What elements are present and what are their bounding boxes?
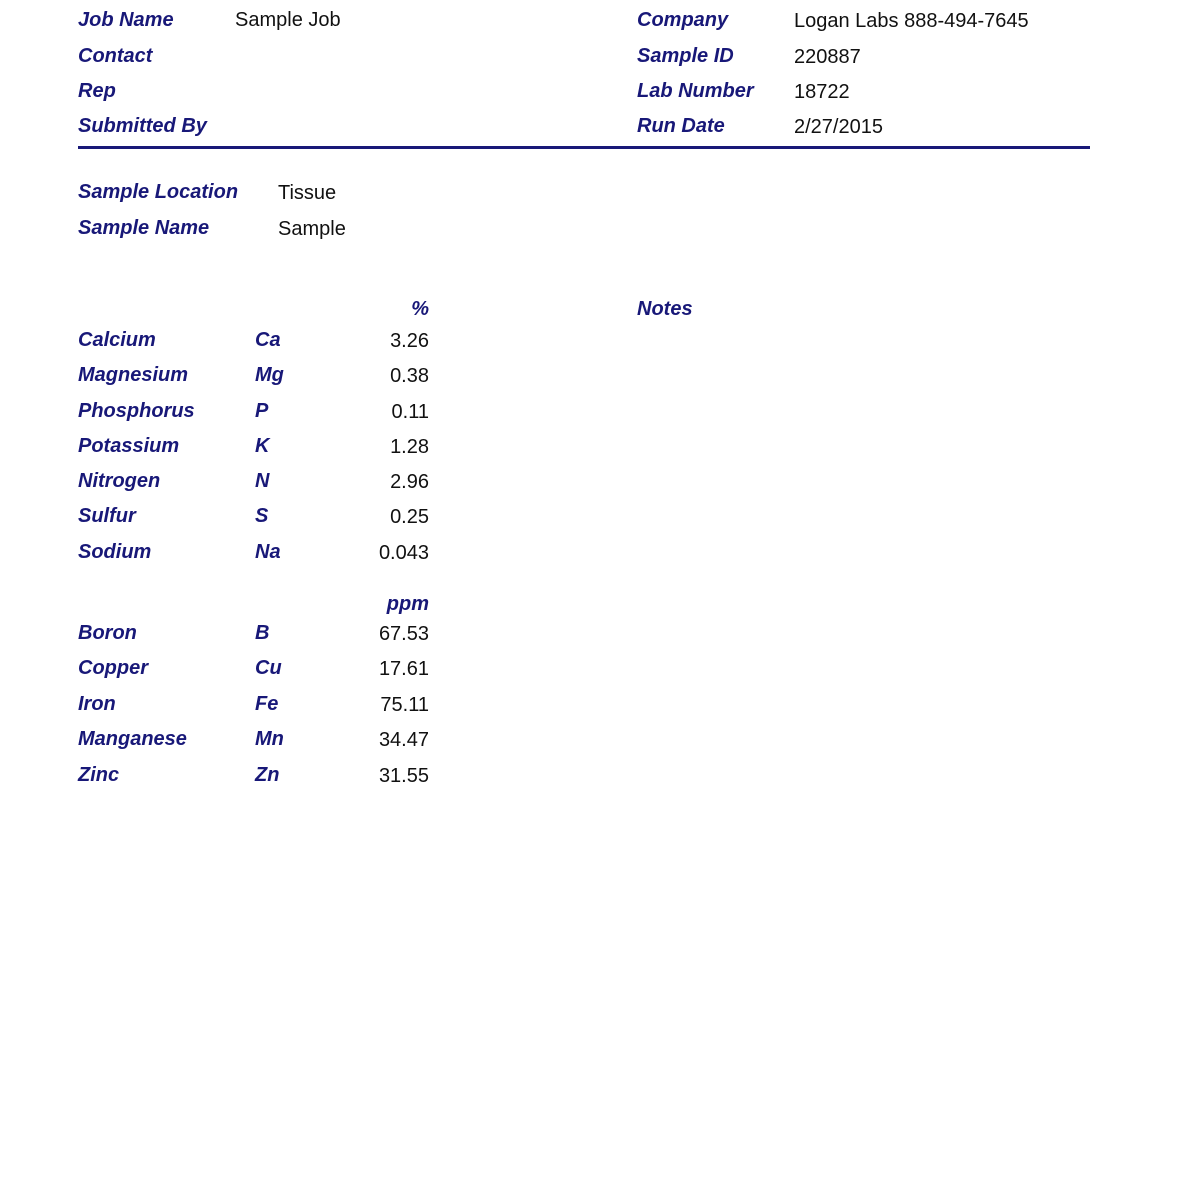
rep-label: Rep: [78, 80, 116, 102]
analyte-symbol: N: [255, 470, 270, 492]
header-divider: [78, 146, 1090, 149]
table-row: [0, 542, 470, 566]
analyte-name: Zinc: [78, 764, 120, 786]
analyte-value: 3.26: [390, 330, 429, 352]
analyte-value: 17.61: [378, 658, 429, 680]
analyte-value: 0.11: [391, 401, 429, 423]
sample-name-label: Sample Name: [78, 217, 210, 239]
sample-location-label: Sample Location: [78, 181, 239, 203]
analyte-symbol: Fe: [255, 693, 279, 715]
ppm-unit-header: ppm: [386, 593, 429, 615]
analyte-value: 0.38: [390, 365, 429, 387]
table-row: [0, 436, 470, 460]
table-row: [0, 694, 470, 718]
analyte-name: Iron: [78, 693, 116, 715]
analyte-symbol: P: [255, 400, 269, 422]
analyte-symbol: Mn: [255, 728, 284, 750]
analyte-value: 67.53: [378, 623, 429, 645]
analyte-symbol: Mg: [255, 364, 284, 386]
analyte-name: Manganese: [78, 728, 187, 750]
table-row: [0, 471, 470, 495]
run-date-label: Run Date: [637, 115, 725, 137]
lab-number-value: 18722: [794, 81, 850, 103]
analyte-value: 34.47: [378, 729, 429, 751]
table-row: [0, 506, 470, 530]
analyte-name: Nitrogen: [78, 470, 161, 492]
analyte-symbol: B: [255, 622, 270, 644]
job-name-value: Sample Job: [235, 9, 341, 31]
sample-id-value: 220887: [794, 46, 861, 68]
lab-number-label: Lab Number: [637, 80, 754, 102]
analyte-value: 2.96: [390, 471, 429, 493]
table-row: [0, 330, 470, 354]
analyte-symbol: Cu: [255, 657, 282, 679]
analyte-value: 0.25: [390, 506, 429, 528]
notes-label: Notes: [637, 298, 693, 320]
job-name-label: Job Name: [78, 9, 174, 31]
table-row: [0, 623, 470, 647]
analyte-name: Boron: [78, 622, 137, 644]
analyte-name: Potassium: [78, 435, 180, 457]
analyte-value: 31.55: [378, 765, 429, 787]
contact-label: Contact: [78, 45, 153, 67]
analyte-symbol: Zn: [255, 764, 280, 786]
analyte-name: Copper: [78, 657, 148, 679]
analyte-name: Magnesium: [78, 364, 189, 386]
table-row: [0, 365, 470, 389]
sample-name-value: Sample: [278, 218, 346, 240]
company-value: Logan Labs 888-494-7645: [794, 10, 1029, 32]
analyte-name: Phosphorus: [78, 400, 195, 422]
analyte-name: Calcium: [78, 329, 156, 351]
analyte-value: 0.043: [378, 542, 429, 564]
analyte-name: Sulfur: [78, 505, 136, 527]
table-row: [0, 729, 470, 753]
table-row: [0, 658, 470, 682]
submitted-by-label: Submitted By: [78, 115, 207, 137]
analyte-symbol: S: [255, 505, 269, 527]
analyte-symbol: Na: [255, 541, 281, 563]
analyte-value: 1.28: [390, 436, 429, 458]
run-date-value: 2/27/2015: [794, 116, 883, 138]
analyte-symbol: K: [255, 435, 270, 457]
sample-location-value: Tissue: [278, 182, 337, 204]
analyte-symbol: Ca: [255, 329, 281, 351]
table-row: [0, 401, 470, 425]
analyte-value: 75.11: [380, 694, 429, 716]
table-row: [0, 765, 470, 789]
company-label: Company: [637, 9, 729, 31]
percent-unit-header: %: [411, 298, 429, 320]
analyte-name: Sodium: [78, 541, 152, 563]
sample-id-label: Sample ID: [637, 45, 734, 67]
